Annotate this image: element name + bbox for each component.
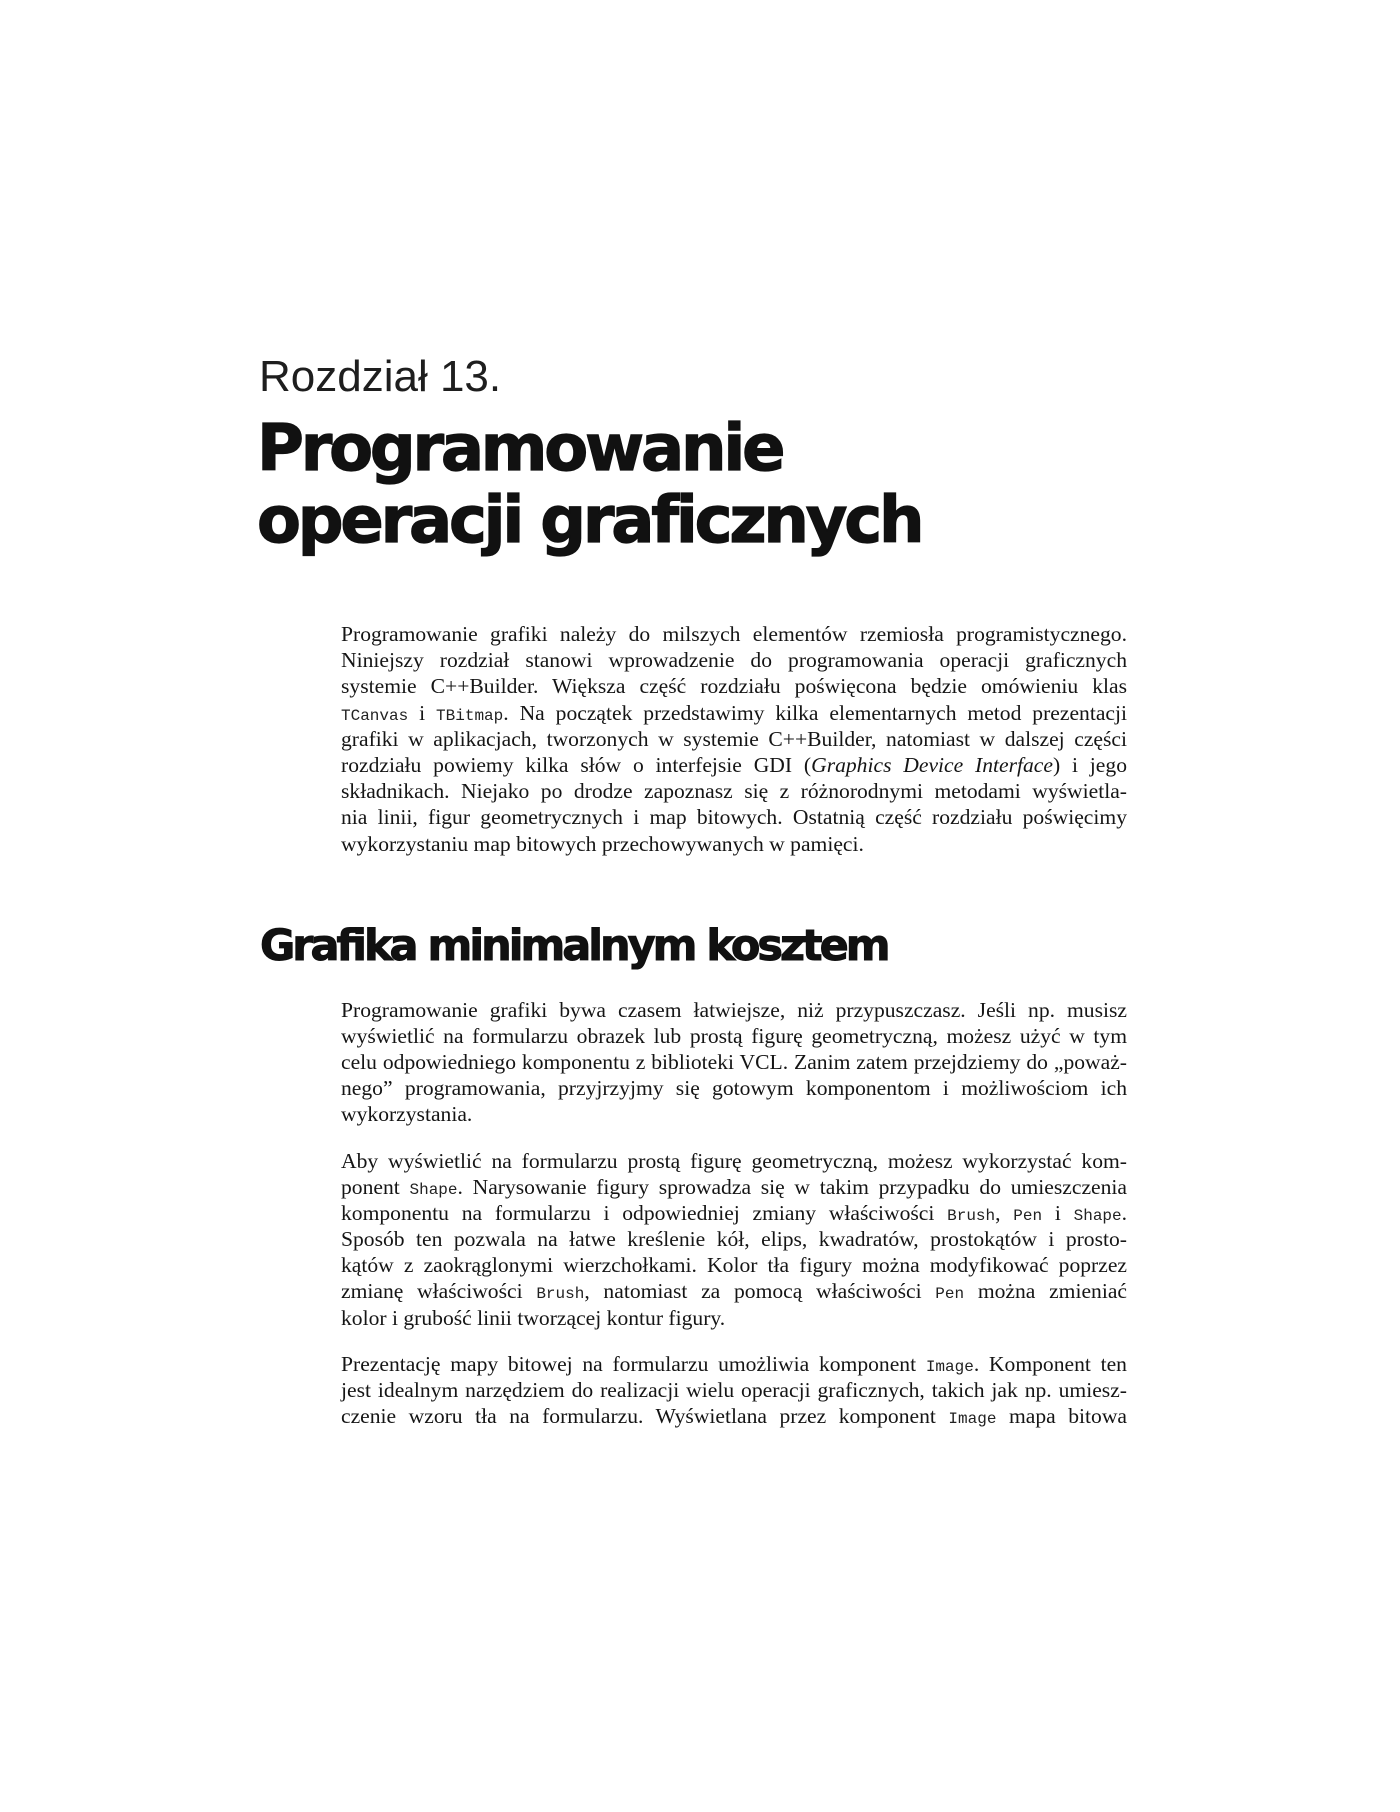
text-run: nia linii, figur geometrycznych i map bitowych. Ostatnią część rozdziału poświęcimy [341,805,1127,830]
text-line [341,1075,1127,1101]
text-line [341,831,1127,857]
text-run: wyświetlić na formularzu obrazek lub prostą figurę geometryczną, możesz użyć w tym [341,1023,1127,1048]
text-run: można zmieniać [964,1279,1128,1304]
text-run: . Narysowanie figury sprowadza się w takim przypadku do umieszczenia [457,1174,1128,1199]
text-run: wykorzystaniu map bitowych przechowywanych w pamięci. [341,831,864,856]
text-run: składnikach. Niejako po drodze zapoznasz się z różnorodnymi metodami wyświetla- [341,779,1127,804]
text-line [341,726,1127,752]
text-line [341,1305,1127,1331]
text-line [341,1174,1127,1200]
text-run: Programowanie grafiki należy do milszych elementów rzemiosła programistycznego. [341,622,1127,646]
text-line [341,1148,1127,1174]
section-heading: Grafika minimalnym kosztem [260,921,888,971]
code-term: Shape [409,1180,458,1199]
text-run: systemie C++Builder. Większa część rozdziału poświęcona będzie omówieniu klas [341,674,1127,699]
body-paragraph [341,1351,1127,1430]
text-line [341,1377,1127,1403]
text-run: i [408,700,437,725]
text-line [341,1351,1127,1377]
text-run: Sposób ten pozwala na łatwe kreślenie kół, elips, kwadratów, prostokątów i prosto- [341,1227,1127,1252]
code-term: Pen [935,1285,965,1304]
text-run: . Na początek przedstawimy kilka elementarnych metod prezentacji [503,700,1128,725]
text-run: zmianę właściwości [341,1279,537,1304]
chapter-number: Rozdział 13. [259,352,502,401]
code-term: Image [948,1410,997,1429]
section-body [341,997,1127,1430]
code-term: Pen [1013,1206,1043,1225]
text-run: nego” programowania, przyjrzyjmy się gotowym komponentom i możliwościom ich [341,1076,1127,1101]
text-line [341,1200,1127,1226]
text-line [341,1403,1127,1429]
text-run: komponentu na formularzu i odpowiedniej zmiany właściwości [341,1200,948,1225]
text-run: Niniejszy rozdział stanowi wprowadzenie do programowania operacji graficznych [341,648,1127,673]
code-term: Brush [947,1206,996,1225]
text-line [341,1278,1127,1304]
text-run: i [1042,1200,1074,1225]
text-run: kolor i grubość linii tworzącej kontur figury. [341,1305,726,1330]
text-run: Aby wyświetlić na formularzu prostą figurę geometryczną, możesz wykorzystać kom- [341,1148,1127,1173]
text-line [341,1226,1127,1252]
text-line [341,997,1127,1023]
chapter-title-line: Programowanie [257,412,783,486]
text-line [341,1049,1127,1075]
code-term: TBitmap [436,706,504,725]
code-term: TCanvas [341,706,409,725]
text-line [341,752,1127,778]
text-run: jest idealnym narzędziem do realizacji wielu operacji graficznych, takich jak np. umiesz- [341,1378,1127,1403]
text-line [341,1252,1127,1278]
text-run: kątów z zaokrąglonymi wierzchołkami. Kolor tła figury można modyfikować poprzez [341,1253,1127,1278]
text-line [341,621,1127,647]
text-run: Programowanie grafiki bywa czasem łatwiejsze, niż przypuszczasz. Jeśli np. musisz [341,997,1127,1022]
chapter-title-line: operacji graficznych [257,484,922,558]
text-run: . [1121,1200,1128,1225]
text-line [341,778,1127,804]
text-run: rozdziału powiemy kilka słów o interfejsie GDI ( [341,752,812,777]
text-run: celu odpowiedniego komponentu z biblioteki VCL. Zanim zatem przejdziemy do „poważ- [341,1049,1127,1074]
text-line [341,700,1127,726]
text-run: mapa bitowa [996,1404,1127,1429]
text-run: wykorzystania. [341,1102,473,1127]
text-run: grafiki w aplikacjach, tworzonych w systemie C++Builder, natomiast w dalszej części [341,726,1127,751]
code-term: Image [925,1357,974,1376]
text-line [341,647,1127,673]
text-run: ponent [341,1174,410,1199]
text-line [341,804,1127,830]
body-paragraph [341,1148,1127,1331]
text-line [341,673,1127,699]
intro-paragraph [341,621,1127,857]
text-run: , [995,1200,1014,1225]
text-line [341,1023,1127,1049]
code-term: Brush [536,1285,585,1304]
text-line [341,1101,1127,1127]
chapter-title [257,413,921,557]
code-term: Shape [1073,1206,1122,1225]
text-run: czenie wzoru tła na formularzu. Wyświetlana przez komponent [341,1404,949,1429]
text-run: . Komponent ten [973,1351,1127,1376]
text-run: , natomiast za pomocą właściwości [584,1279,936,1304]
chapter-intro [341,621,1127,857]
text-run: ) i jego [1052,752,1127,777]
text-run: Prezentację mapy bitowej na formularzu umożliwia komponent [341,1351,926,1376]
body-paragraph [341,997,1127,1128]
italic-term: Graphics Device Interface [811,752,1053,777]
